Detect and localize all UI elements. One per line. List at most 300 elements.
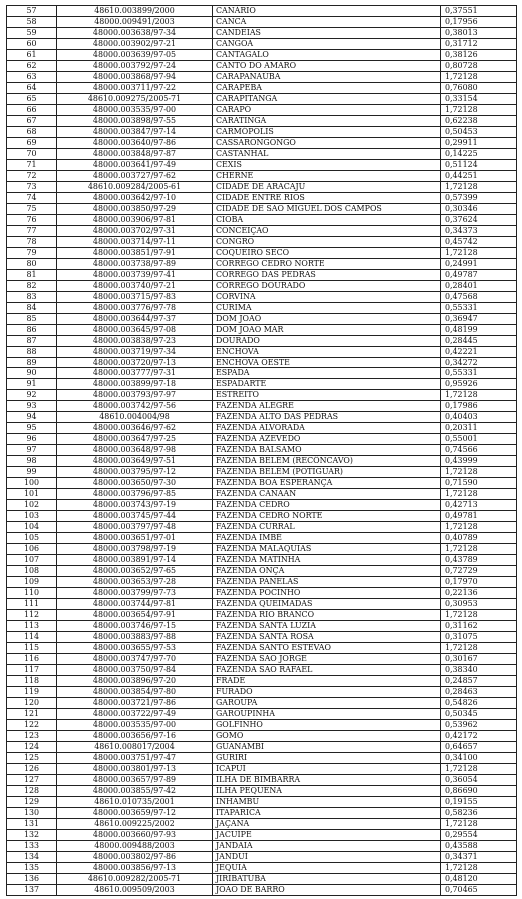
field-name-cell: FAZENDA SÃO JORGE	[213, 654, 441, 665]
table-row	[7, 818, 517, 829]
row-number-cell: 126	[7, 763, 57, 774]
row-number-cell: 98	[7, 456, 57, 467]
value-cell: 0,34371	[441, 851, 517, 862]
field-name-cell: CIDADE DE ARACAJU	[213, 181, 441, 192]
row-number-cell: 57	[7, 6, 57, 17]
table-row	[7, 687, 517, 698]
row-number-cell: 116	[7, 654, 57, 665]
table-row	[7, 302, 517, 313]
value-cell: 0,57399	[441, 192, 517, 203]
field-name-cell: CONGRO	[213, 236, 441, 247]
value-cell: 0,34100	[441, 752, 517, 763]
value-cell: 0,36054	[441, 774, 517, 785]
value-cell: 0,53962	[441, 719, 517, 730]
field-name-cell: GAROUPINHA	[213, 709, 441, 720]
process-number-cell: 48000.003746/97-15	[57, 621, 213, 632]
table-row	[7, 785, 517, 796]
value-cell: 1,72128	[441, 390, 517, 401]
process-number-cell: 48000.003792/97-24	[57, 60, 213, 71]
value-cell: 1,72128	[441, 610, 517, 621]
row-number-cell: 77	[7, 225, 57, 236]
value-cell: 0,22136	[441, 588, 517, 599]
table-row	[7, 719, 517, 730]
table-row	[7, 412, 517, 423]
process-number-cell: 48000.003793/97-97	[57, 390, 213, 401]
table-row	[7, 423, 517, 434]
row-number-cell: 118	[7, 676, 57, 687]
process-number-cell: 48000.003648/97-98	[57, 445, 213, 456]
row-number-cell: 87	[7, 335, 57, 346]
process-number-cell: 48000.003777/97-31	[57, 368, 213, 379]
process-number-cell: 48610.009284/2005-61	[57, 181, 213, 192]
row-number-cell: 115	[7, 643, 57, 654]
table-row	[7, 291, 517, 302]
process-number-cell: 48000.003899/97-18	[57, 379, 213, 390]
value-cell: 0,28401	[441, 280, 517, 291]
row-number-cell: 133	[7, 840, 57, 851]
process-number-cell: 48610.009282/2005-71	[57, 873, 213, 884]
value-cell: 0,50345	[441, 709, 517, 720]
table-row	[7, 709, 517, 720]
table-row	[7, 730, 517, 741]
value-cell: 1,72128	[441, 544, 517, 555]
row-number-cell: 124	[7, 741, 57, 752]
process-number-cell: 48000.003659/97-12	[57, 807, 213, 818]
value-cell: 0,38340	[441, 665, 517, 676]
field-name-cell: ILHA PEQUENA	[213, 785, 441, 796]
value-cell: 0,20311	[441, 423, 517, 434]
field-name-cell: CHERNE	[213, 170, 441, 181]
table-row	[7, 27, 517, 38]
table-row	[7, 203, 517, 214]
table-row	[7, 763, 517, 774]
field-name-cell: JIRIBATUBA	[213, 873, 441, 884]
field-name-cell: CARAPITANGA	[213, 93, 441, 104]
field-name-cell: FAZENDA BOA ESPERANÇA	[213, 478, 441, 489]
value-cell: 0,42172	[441, 730, 517, 741]
row-number-cell: 72	[7, 170, 57, 181]
row-number-cell: 125	[7, 752, 57, 763]
field-name-cell: JANDAIA	[213, 840, 441, 851]
process-number-cell: 48000.003891/97-14	[57, 555, 213, 566]
row-number-cell: 74	[7, 192, 57, 203]
table-row	[7, 93, 517, 104]
field-name-cell: CANGOÁ	[213, 38, 441, 49]
field-name-cell: FAZENDA ALEGRE	[213, 401, 441, 412]
field-name-cell: FAZENDA CEDRO NORTE	[213, 511, 441, 522]
process-number-cell: 48000.003739/97-41	[57, 269, 213, 280]
value-cell: 0,51124	[441, 159, 517, 170]
row-number-cell: 131	[7, 818, 57, 829]
table-row	[7, 774, 517, 785]
field-name-cell: CARATINGA	[213, 115, 441, 126]
process-number-cell: 48000.003654/97-91	[57, 610, 213, 621]
value-cell: 0,40789	[441, 533, 517, 544]
row-number-cell: 69	[7, 137, 57, 148]
value-cell: 0,30346	[441, 203, 517, 214]
field-name-cell: FAZENDA QUEIMADAS	[213, 599, 441, 610]
table-row	[7, 654, 517, 665]
row-number-cell: 137	[7, 884, 57, 895]
process-number-cell: 48000.003535/97-00	[57, 104, 213, 115]
value-cell: 1,72128	[441, 862, 517, 873]
field-name-cell: CÓRREGO DAS PEDRAS	[213, 269, 441, 280]
process-number-cell: 48000.003750/97-84	[57, 665, 213, 676]
value-cell: 0,58236	[441, 807, 517, 818]
row-number-cell: 84	[7, 302, 57, 313]
field-name-cell: ESTREITO	[213, 390, 441, 401]
table-row	[7, 873, 517, 884]
value-cell: 0,34272	[441, 357, 517, 368]
table-row	[7, 522, 517, 533]
table-row	[7, 357, 517, 368]
field-name-cell: CANTAGALO	[213, 49, 441, 60]
value-cell: 1,72128	[441, 643, 517, 654]
field-name-cell: GOLFINHO	[213, 719, 441, 730]
row-number-cell: 134	[7, 851, 57, 862]
process-number-cell: 48000.003656/97-16	[57, 730, 213, 741]
value-cell: 0,42713	[441, 500, 517, 511]
process-number-cell: 48000.003650/97-30	[57, 478, 213, 489]
table-row	[7, 16, 517, 27]
table-row	[7, 840, 517, 851]
row-number-cell: 76	[7, 214, 57, 225]
field-name-cell: INHAMBU	[213, 796, 441, 807]
table-row	[7, 236, 517, 247]
row-number-cell: 88	[7, 346, 57, 357]
process-number-cell: 48000.003743/97-19	[57, 500, 213, 511]
value-cell: 1,72128	[441, 489, 517, 500]
value-cell: 0,38126	[441, 49, 517, 60]
value-cell: 0,24991	[441, 258, 517, 269]
field-name-cell: FAZENDA MATINHA	[213, 555, 441, 566]
value-cell: 0,40403	[441, 412, 517, 423]
table-row	[7, 368, 517, 379]
process-number-cell: 48000.003646/97-62	[57, 423, 213, 434]
row-number-cell: 103	[7, 511, 57, 522]
value-cell: 0,31712	[441, 38, 517, 49]
process-number-cell: 48000.009488/2003	[57, 840, 213, 851]
row-number-cell: 91	[7, 379, 57, 390]
process-number-cell: 48000.003652/97-65	[57, 566, 213, 577]
value-cell: 0,86690	[441, 785, 517, 796]
value-cell: 1,72128	[441, 467, 517, 478]
row-number-cell: 94	[7, 412, 57, 423]
process-number-cell: 48000.003801/97-13	[57, 763, 213, 774]
row-number-cell: 122	[7, 719, 57, 730]
row-number-cell: 101	[7, 489, 57, 500]
value-cell: 1,72128	[441, 247, 517, 258]
process-number-cell: 48000.003655/97-53	[57, 643, 213, 654]
row-number-cell: 70	[7, 148, 57, 159]
value-cell: 1,72128	[441, 818, 517, 829]
field-name-cell: JEQUIÁ	[213, 862, 441, 873]
process-number-cell: 48000.003722/97-49	[57, 709, 213, 720]
process-number-cell: 48610.004004/98	[57, 412, 213, 423]
table-row	[7, 807, 517, 818]
table-row	[7, 126, 517, 137]
value-cell: 0,70465	[441, 884, 517, 895]
field-name-cell: ITAPARICA	[213, 807, 441, 818]
row-number-cell: 75	[7, 203, 57, 214]
row-number-cell: 127	[7, 774, 57, 785]
field-name-cell: CARAPEBA	[213, 82, 441, 93]
process-number-cell: 48000.003795/97-12	[57, 467, 213, 478]
field-name-cell: CASTANHAL	[213, 148, 441, 159]
row-number-cell: 128	[7, 785, 57, 796]
table-row	[7, 247, 517, 258]
process-number-cell: 48000.003740/97-21	[57, 280, 213, 291]
row-number-cell: 100	[7, 478, 57, 489]
field-name-cell: FAZENDA PANELAS	[213, 577, 441, 588]
row-number-cell: 132	[7, 829, 57, 840]
process-number-cell: 48000.003744/97-81	[57, 599, 213, 610]
field-name-cell: FAZENDA SÃO RAFAEL	[213, 665, 441, 676]
row-number-cell: 93	[7, 401, 57, 412]
table-row	[7, 280, 517, 291]
row-number-cell: 62	[7, 60, 57, 71]
process-number-cell: 48000.003847/97-14	[57, 126, 213, 137]
field-name-cell: ENCHOVA	[213, 346, 441, 357]
process-number-cell: 48000.003851/97-91	[57, 247, 213, 258]
process-number-cell: 48000.003638/97-34	[57, 27, 213, 38]
table-row	[7, 544, 517, 555]
row-number-cell: 117	[7, 665, 57, 676]
table-row	[7, 434, 517, 445]
field-name-cell: CEXIS	[213, 159, 441, 170]
process-number-cell: 48000.003727/97-62	[57, 170, 213, 181]
value-cell: 1,72128	[441, 71, 517, 82]
table-row	[7, 49, 517, 60]
value-cell: 0,28463	[441, 687, 517, 698]
table-row	[7, 862, 517, 873]
table-row	[7, 643, 517, 654]
field-name-cell: CÓRREGO DOURADO	[213, 280, 441, 291]
process-number-cell: 48000.003651/97-01	[57, 533, 213, 544]
process-number-cell: 48000.003721/97-86	[57, 698, 213, 709]
value-cell: 0,54826	[441, 698, 517, 709]
table-row	[7, 401, 517, 412]
field-name-cell: ESPADA	[213, 368, 441, 379]
field-name-cell: GAROUPA	[213, 698, 441, 709]
row-number-cell: 99	[7, 467, 57, 478]
table-row	[7, 115, 517, 126]
field-name-cell: CURIMÃ	[213, 302, 441, 313]
process-number-cell: 48000.003868/97-94	[57, 71, 213, 82]
table-row	[7, 170, 517, 181]
field-name-cell: ICAPUÍ	[213, 763, 441, 774]
value-cell: 0,48120	[441, 873, 517, 884]
process-number-cell: 48000.003747/97-70	[57, 654, 213, 665]
process-number-cell: 48000.003714/97-11	[57, 236, 213, 247]
value-cell: 0,42221	[441, 346, 517, 357]
row-number-cell: 90	[7, 368, 57, 379]
row-number-cell: 102	[7, 500, 57, 511]
process-number-cell: 48000.003657/97-89	[57, 774, 213, 785]
field-name-cell: CARMÓPOLIS	[213, 126, 441, 137]
process-number-cell: 48000.003702/97-31	[57, 225, 213, 236]
field-name-cell: FAZENDA SANTO ESTEVÃO	[213, 643, 441, 654]
value-cell: 0,55001	[441, 434, 517, 445]
table-row	[7, 225, 517, 236]
process-number-cell: 48000.003649/97-51	[57, 456, 213, 467]
field-name-cell: FAZENDA CURRAL	[213, 522, 441, 533]
field-name-cell: FAZENDA CANAAN	[213, 489, 441, 500]
table-row	[7, 698, 517, 709]
row-number-cell: 111	[7, 599, 57, 610]
row-number-cell: 67	[7, 115, 57, 126]
value-cell: 0,37624	[441, 214, 517, 225]
process-number-cell: 48000.003647/97-25	[57, 434, 213, 445]
field-name-cell: JANDUÍ	[213, 851, 441, 862]
table-row	[7, 884, 517, 895]
row-number-cell: 136	[7, 873, 57, 884]
value-cell: 0,50453	[441, 126, 517, 137]
table-row	[7, 555, 517, 566]
field-name-cell: ILHA DE BIMBARRA	[213, 774, 441, 785]
process-number-cell: 48000.003855/97-42	[57, 785, 213, 796]
row-number-cell: 71	[7, 159, 57, 170]
table-row	[7, 269, 517, 280]
field-name-cell: JAÇANÃ	[213, 818, 441, 829]
process-number-cell: 48000.003644/97-37	[57, 313, 213, 324]
process-number-cell: 48610.008017/2004	[57, 741, 213, 752]
row-number-cell: 80	[7, 258, 57, 269]
value-cell: 0,28445	[441, 335, 517, 346]
process-number-cell: 48000.003848/97-87	[57, 148, 213, 159]
table-row	[7, 566, 517, 577]
row-number-cell: 121	[7, 709, 57, 720]
table-row	[7, 335, 517, 346]
table-row	[7, 752, 517, 763]
process-number-cell: 48000.003742/97-56	[57, 401, 213, 412]
value-cell: 0,31075	[441, 632, 517, 643]
field-name-cell: CANTO DO AMARO	[213, 60, 441, 71]
process-number-cell: 48000.003799/97-73	[57, 588, 213, 599]
field-name-cell: CONCEIÇÃO	[213, 225, 441, 236]
value-cell: 0,76080	[441, 82, 517, 93]
table-row	[7, 489, 517, 500]
row-number-cell: 119	[7, 687, 57, 698]
process-number-cell: 48610.010735/2001	[57, 796, 213, 807]
table-row	[7, 258, 517, 269]
process-number-cell: 48000.003711/97-22	[57, 82, 213, 93]
value-cell: 0,14225	[441, 148, 517, 159]
value-cell: 0,38013	[441, 27, 517, 38]
process-number-cell: 48000.003902/97-21	[57, 38, 213, 49]
table-row	[7, 313, 517, 324]
process-number-cell: 48000.009491/2003	[57, 16, 213, 27]
value-cell: 0,30953	[441, 599, 517, 610]
row-number-cell: 82	[7, 280, 57, 291]
field-name-cell: CANÁRIO	[213, 6, 441, 17]
value-cell: 1,72128	[441, 763, 517, 774]
value-cell: 0,37551	[441, 6, 517, 17]
field-name-cell: FAZENDA POCINHO	[213, 588, 441, 599]
process-number-cell: 48000.003856/97-13	[57, 862, 213, 873]
process-number-cell: 48610.009275/2005-71	[57, 93, 213, 104]
row-number-cell: 92	[7, 390, 57, 401]
table-row	[7, 829, 517, 840]
value-cell: 0,31162	[441, 621, 517, 632]
row-number-cell: 105	[7, 533, 57, 544]
table-row	[7, 159, 517, 170]
value-cell: 0,29911	[441, 137, 517, 148]
table-row	[7, 71, 517, 82]
process-number-cell: 48000.003802/97-86	[57, 851, 213, 862]
process-number-cell: 48000.003898/97-55	[57, 115, 213, 126]
field-name-cell: JOÃO DE BARRO	[213, 884, 441, 895]
field-name-cell: CÓRREGO CEDRO NORTE	[213, 258, 441, 269]
field-name-cell: CARAPÓ	[213, 104, 441, 115]
field-name-cell: FAZENDA SANTA ROSA	[213, 632, 441, 643]
table-row	[7, 181, 517, 192]
row-number-cell: 114	[7, 632, 57, 643]
value-cell: 0,43999	[441, 456, 517, 467]
value-cell: 0,80728	[441, 60, 517, 71]
row-number-cell: 108	[7, 566, 57, 577]
field-name-cell: CORVINA	[213, 291, 441, 302]
value-cell: 0,47568	[441, 291, 517, 302]
field-name-cell: ENCHOVA OESTE	[213, 357, 441, 368]
value-cell: 0,55331	[441, 368, 517, 379]
table-row	[7, 511, 517, 522]
value-cell: 0,49781	[441, 511, 517, 522]
field-name-cell: FAZENDA AZEVEDO	[213, 434, 441, 445]
process-number-cell: 48000.003641/97-49	[57, 159, 213, 170]
process-number-cell: 48610.009509/2003	[57, 884, 213, 895]
table-row	[7, 38, 517, 49]
table-row	[7, 741, 517, 752]
field-name-cell: CIDADE ENTRE RIOS	[213, 192, 441, 203]
row-number-cell: 104	[7, 522, 57, 533]
table-row	[7, 456, 517, 467]
value-cell: 0,43789	[441, 555, 517, 566]
table-row	[7, 467, 517, 478]
process-number-cell: 48000.003653/97-28	[57, 577, 213, 588]
field-name-cell: FAZENDA BELÉM (POTIGUAR)	[213, 467, 441, 478]
row-number-cell: 66	[7, 104, 57, 115]
field-name-cell: FAZENDA SANTA LUZIA	[213, 621, 441, 632]
value-cell: 1,72128	[441, 104, 517, 115]
field-name-cell: GURIRI	[213, 752, 441, 763]
process-number-cell: 48610.003899/2000	[57, 6, 213, 17]
value-cell: 0,24857	[441, 676, 517, 687]
process-number-cell: 48000.003796/97-85	[57, 489, 213, 500]
process-number-cell: 48000.003883/97-88	[57, 632, 213, 643]
row-number-cell: 59	[7, 27, 57, 38]
value-cell: 0,74566	[441, 445, 517, 456]
row-number-cell: 106	[7, 544, 57, 555]
row-number-cell: 107	[7, 555, 57, 566]
process-number-cell: 48000.003798/97-19	[57, 544, 213, 555]
fields-table-body	[7, 6, 517, 896]
value-cell: 0,33154	[441, 93, 517, 104]
process-number-cell: 48000.003719/97-34	[57, 346, 213, 357]
row-number-cell: 112	[7, 610, 57, 621]
value-cell: 0,44251	[441, 170, 517, 181]
table-row	[7, 478, 517, 489]
row-number-cell: 58	[7, 16, 57, 27]
table-row	[7, 390, 517, 401]
field-name-cell: FRADE	[213, 676, 441, 687]
field-name-cell: GUANAMBI	[213, 741, 441, 752]
row-number-cell: 130	[7, 807, 57, 818]
field-name-cell: FURADO	[213, 687, 441, 698]
value-cell: 0,17956	[441, 16, 517, 27]
table-row	[7, 621, 517, 632]
value-cell: 0,72729	[441, 566, 517, 577]
